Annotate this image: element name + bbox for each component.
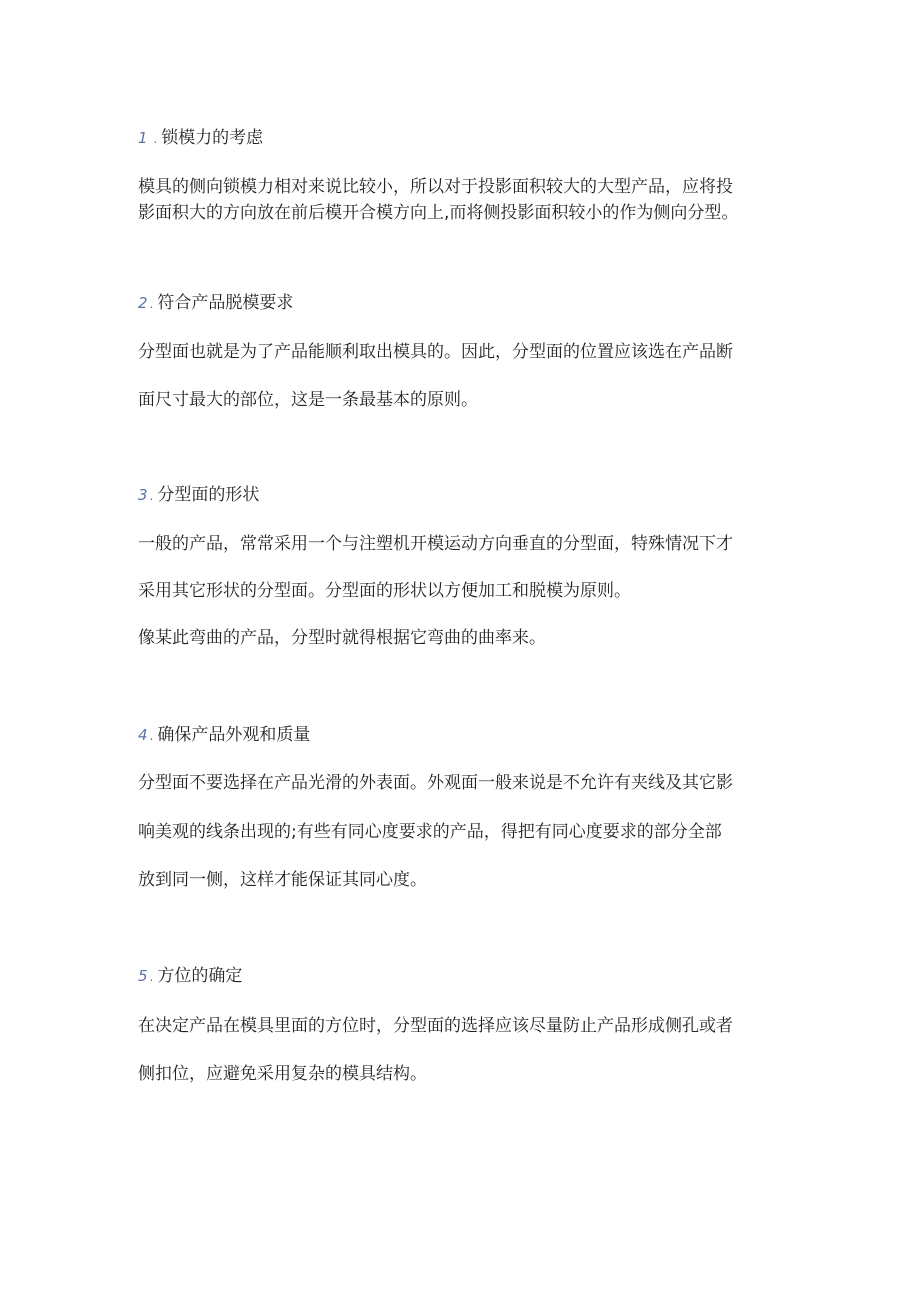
section-1-number: 1 <box>138 129 148 147</box>
section-4-line-1: 分型面不要选择在产品光滑的外表面。外观面一般来说是不允许有夹线及其它影 <box>138 773 733 793</box>
section-2-number: 2 <box>138 294 148 312</box>
section-1-line-2: 影面积大的方向放在前后模开合模方向上,而将侧投影面积较小的作为侧向分型。 <box>138 203 739 223</box>
section-1-number-separator: . <box>149 132 158 146</box>
section-1-title: 锁模力的考虑 <box>161 128 264 148</box>
section-3-line-2: 采用其它形状的分型面。分型面的形状以方便加工和脱模为原则。 <box>138 581 631 601</box>
section-5-number: 5 <box>138 967 148 985</box>
section-1-line-1: 模具的侧向锁模力相对来说比较小，所以对于投影面积较大的大型产品，应将投 <box>138 177 733 197</box>
section-2-line-2: 面尺寸最大的部位，这是一条最基本的原则。 <box>138 390 478 410</box>
section-4-line-3: 放到同一侧，这样才能保证其同心度。 <box>138 870 427 890</box>
section-4-heading <box>138 723 310 748</box>
section-3-heading <box>138 483 259 508</box>
section-3-line-3: 像某此弯曲的产品，分型时就得根据它弯曲的曲率来。 <box>138 628 546 648</box>
section-5-heading <box>138 964 242 989</box>
section-5-line-2: 侧扣位，应避免采用复杂的模具结构。 <box>138 1064 427 1084</box>
section-5-line-1: 在决定产品在模具里面的方位时，分型面的选择应该尽量防止产品形成侧孔或者 <box>138 1016 733 1036</box>
section-4-number-separator: . <box>149 729 154 743</box>
section-4-title: 确保产品外观和质量 <box>157 725 311 745</box>
section-4-line-2: 响美观的线条出现的;有些有同心度要求的产品，得把有同心度要求的部分全部 <box>138 822 722 842</box>
section-2-title: 符合产品脱模要求 <box>157 293 294 313</box>
section-1-heading <box>138 126 263 151</box>
section-3-number: 3 <box>138 486 148 504</box>
section-2-number-separator: . <box>149 297 154 311</box>
section-2-line-1: 分型面也就是为了产品能顺利取出模具的。因此，分型面的位置应该选在产品断 <box>138 342 733 362</box>
section-2-heading <box>138 291 293 316</box>
section-5-number-separator: . <box>149 970 154 984</box>
section-3-line-1: 一般的产品，常常采用一个与注塑机开模运动方向垂直的分型面，特殊情况下才 <box>138 534 733 554</box>
section-3-number-separator: . <box>149 489 154 503</box>
section-4-number: 4 <box>138 726 148 744</box>
section-3-title: 分型面的形状 <box>157 485 260 505</box>
section-5-title: 方位的确定 <box>157 966 243 986</box>
